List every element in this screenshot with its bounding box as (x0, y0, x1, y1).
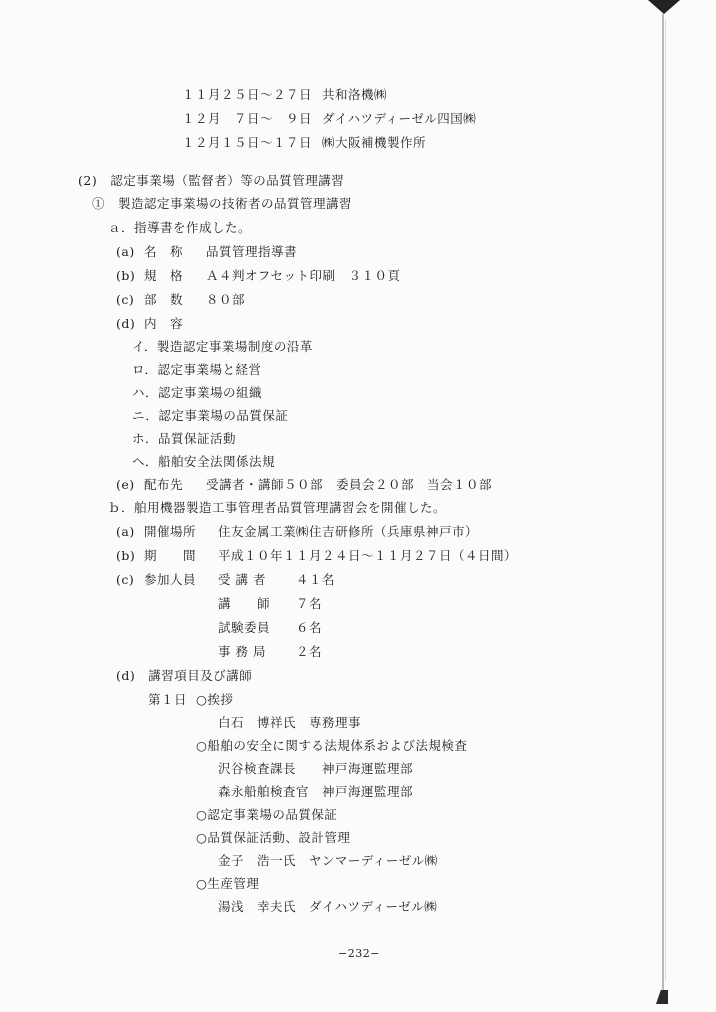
lecture-speaker: 森永船舶検査官 神戸海運監理部 (218, 784, 414, 799)
attendee-count: ６名 (296, 620, 323, 635)
schedule-company-1: 共和洛機㈱ (322, 87, 388, 102)
list-key: 名 称 (144, 244, 184, 259)
lecture-topic: ○生産管理 (196, 876, 260, 891)
list-value: 平成１０年１１月２４日～１１月２７日（４日間） (218, 548, 518, 563)
content-item: ヘ．船舶安全法関係法規 (132, 454, 276, 469)
attendee-role: 試験委員 (218, 620, 271, 635)
list-label: (a) (116, 524, 135, 539)
list-key: 配布先 (144, 477, 184, 492)
lecture-speaker: 沢谷検査課長 神戸海運監理部 (218, 761, 414, 776)
section-heading: (2) 認定事業場（監督者）等の品質管理講習 (78, 173, 345, 188)
lecture-topic: ○船舶の安全に関する法規体系および法規検査 (196, 738, 468, 753)
attendee-role: 受 講 者 (218, 572, 266, 587)
attendee-count: ７名 (296, 596, 323, 611)
schedule-company-3: ㈱大阪補機製作所 (322, 135, 427, 150)
list-label: (c) (116, 572, 135, 587)
page-edge-line (662, 14, 664, 992)
list-label: (a) (116, 244, 135, 259)
attendee-count: ４１名 (296, 572, 336, 587)
content-item: イ．製造認定事業場制度の沿革 (132, 339, 313, 354)
schedule-date-3: １２月１５日～１７日 (182, 135, 313, 150)
item-a-heading: ａ．指導書を作成した。 (108, 220, 252, 235)
list-value: ８０部 (206, 292, 246, 307)
schedule-company-2: ダイハツディーゼル四国㈱ (322, 111, 477, 126)
list-label: (d) (116, 316, 136, 331)
lecture-speaker: 湯浅 幸夫氏 ダイハツディーゼル㈱ (218, 899, 438, 914)
list-key: 期 間 (144, 548, 197, 563)
content-item: ホ．品質保証活動 (132, 431, 237, 446)
page-edge-shadow (665, 20, 666, 980)
schedule-date-1: １１月２５日～２７日 (182, 87, 313, 102)
day-label: 第１日 (148, 692, 188, 707)
lecture-heading: (d) 講習項目及び講師 (116, 668, 253, 683)
attendee-role: 講 師 (218, 596, 271, 611)
attendee-count: ２名 (296, 644, 323, 659)
lecture-topic: ○挨拶 (196, 692, 234, 707)
lecture-speaker: 金子 浩一氏 ヤンマーディーゼル㈱ (218, 853, 438, 868)
item-b-heading: ｂ．舶用機器製造工事管理者品質管理講習会を開催した。 (108, 500, 447, 515)
list-label: (e) (116, 477, 135, 492)
list-key: 規 格 (144, 268, 184, 283)
list-label: (b) (116, 548, 136, 563)
attendee-role: 事 務 局 (218, 644, 266, 659)
page-corner-mark (656, 990, 668, 1004)
list-label: (b) (116, 268, 136, 283)
lecture-topic: ○品質保証活動、設計管理 (196, 830, 351, 845)
content-item: ロ．認定事業場と経営 (132, 362, 262, 377)
list-key: 部 数 (144, 292, 184, 307)
lecture-topic: ○認定事業場の品質保証 (196, 807, 338, 822)
scan-edge-mark (648, 0, 680, 14)
list-label: (c) (116, 292, 135, 307)
lecture-speaker: 白石 博祥氏 専務理事 (218, 715, 362, 730)
list-key: 内 容 (144, 316, 184, 331)
list-value: 住友金属工業㈱住吉研修所（兵庫県神戸市） (218, 524, 479, 539)
schedule-date-2: １２月 ７日～ ９日 (182, 111, 313, 126)
list-key: 開催場所 (144, 524, 197, 539)
list-value: 受講者・講師５０部 委員会２０部 当会１０部 (206, 477, 493, 492)
list-value: Ａ４判オフセット印刷 ３１０頁 (206, 268, 401, 283)
content-item: ハ．認定事業場の組織 (132, 385, 263, 400)
list-value: 品質管理指導書 (206, 244, 298, 259)
subsection-heading: ① 製造認定事業場の技術者の品質管理講習 (92, 196, 353, 211)
content-item: ニ．認定事業場の品質保証 (132, 408, 289, 423)
list-key: 参加人員 (144, 572, 197, 587)
page-number: −232− (338, 947, 380, 960)
